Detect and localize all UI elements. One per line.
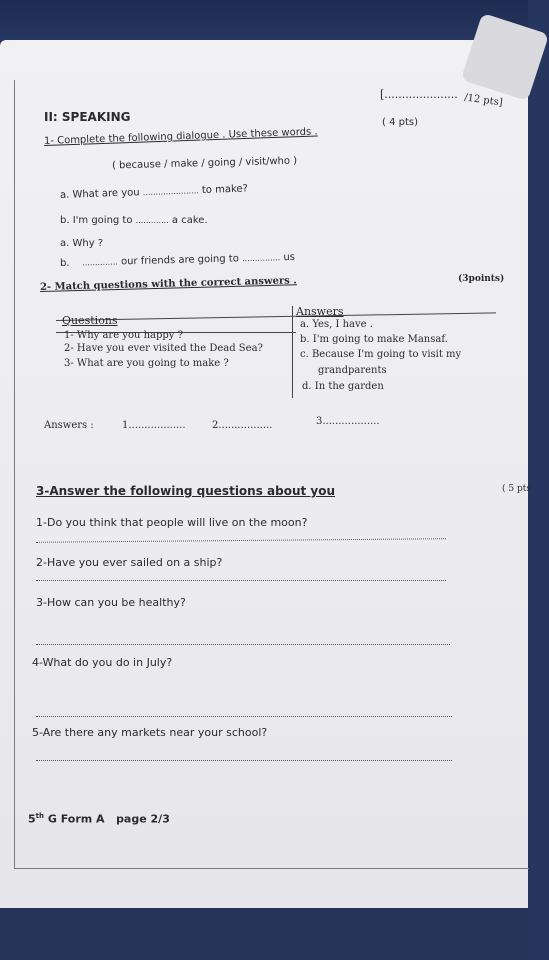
q3-answer-line-5[interactable] (36, 760, 452, 761)
q3-answer-line-4[interactable] (36, 716, 452, 717)
section-title: II: SPEAKING (44, 110, 131, 124)
q3-question-4: 4-What do you do in July? (32, 656, 173, 669)
answers-label: Answers : (44, 420, 94, 431)
q1-title: 1- Complete the following dialogue . Use these words . (43, 126, 318, 147)
match-answer-c-cont: grandparents (318, 365, 387, 376)
q1-points: ( 4 pts) (382, 117, 419, 128)
q3-points: ( 5 pts (502, 484, 531, 494)
q3-answer-line-2[interactable] (36, 580, 446, 581)
match-question-1: 1- Why are you happy ? (64, 330, 183, 341)
q3-question-3: 3-How can you be healthy? (36, 596, 186, 609)
answer-blank-3[interactable]: 3.................. (316, 416, 380, 427)
match-answer-b: b. I'm going to make Mansaf. (300, 334, 448, 345)
answer-blank-2[interactable]: 2................. (212, 420, 273, 431)
q1-line-b1: b. I'm going to ............. a cake. (60, 215, 208, 226)
answer-blank-1[interactable]: 1.................. (122, 420, 186, 431)
match-question-2: 2- Have you ever visited the Dead Sea? (64, 343, 263, 354)
q1-word-bank: ( because / make / going / visit/who ) (111, 155, 298, 172)
score-bracket: [..................... (380, 88, 458, 101)
match-question-3: 3- What are you going to make ? (64, 358, 229, 369)
q3-question-5: 5-Are there any markets near your school? (32, 726, 268, 739)
match-answer-c: c. Because I'm going to visit my (300, 349, 462, 360)
q3-answer-line-3[interactable] (36, 644, 450, 645)
match-answer-a: a. Yes, I have . (300, 319, 373, 330)
answers-header: Answers (296, 305, 344, 318)
q3-title: 3-Answer the following questions about you (36, 484, 336, 498)
q3-question-1: 1-Do you think that people will live on the moon? (36, 516, 308, 529)
q2-title: 2- Match questions with the correct answers . (39, 275, 297, 293)
questions-header: Questions (62, 314, 118, 327)
q2-points: (3points) (458, 274, 505, 284)
q1-line-a2: a. Why ? (60, 238, 104, 249)
background-desk-bottom (0, 900, 528, 960)
match-answer-d: d. In the garden (302, 381, 384, 392)
q1-line-a1: a. What are you ...................... to make? (59, 183, 249, 201)
footer-form: 5th G Form A page 2/3 (28, 812, 170, 826)
q3-question-2: 2-Have you ever sailed on a ship? (36, 556, 223, 569)
q1-line-b2: b. .............. our friends are going to ............... us (59, 251, 296, 269)
page-number: page 2/3 (116, 812, 170, 826)
score-total: /12 pts] (463, 92, 504, 109)
